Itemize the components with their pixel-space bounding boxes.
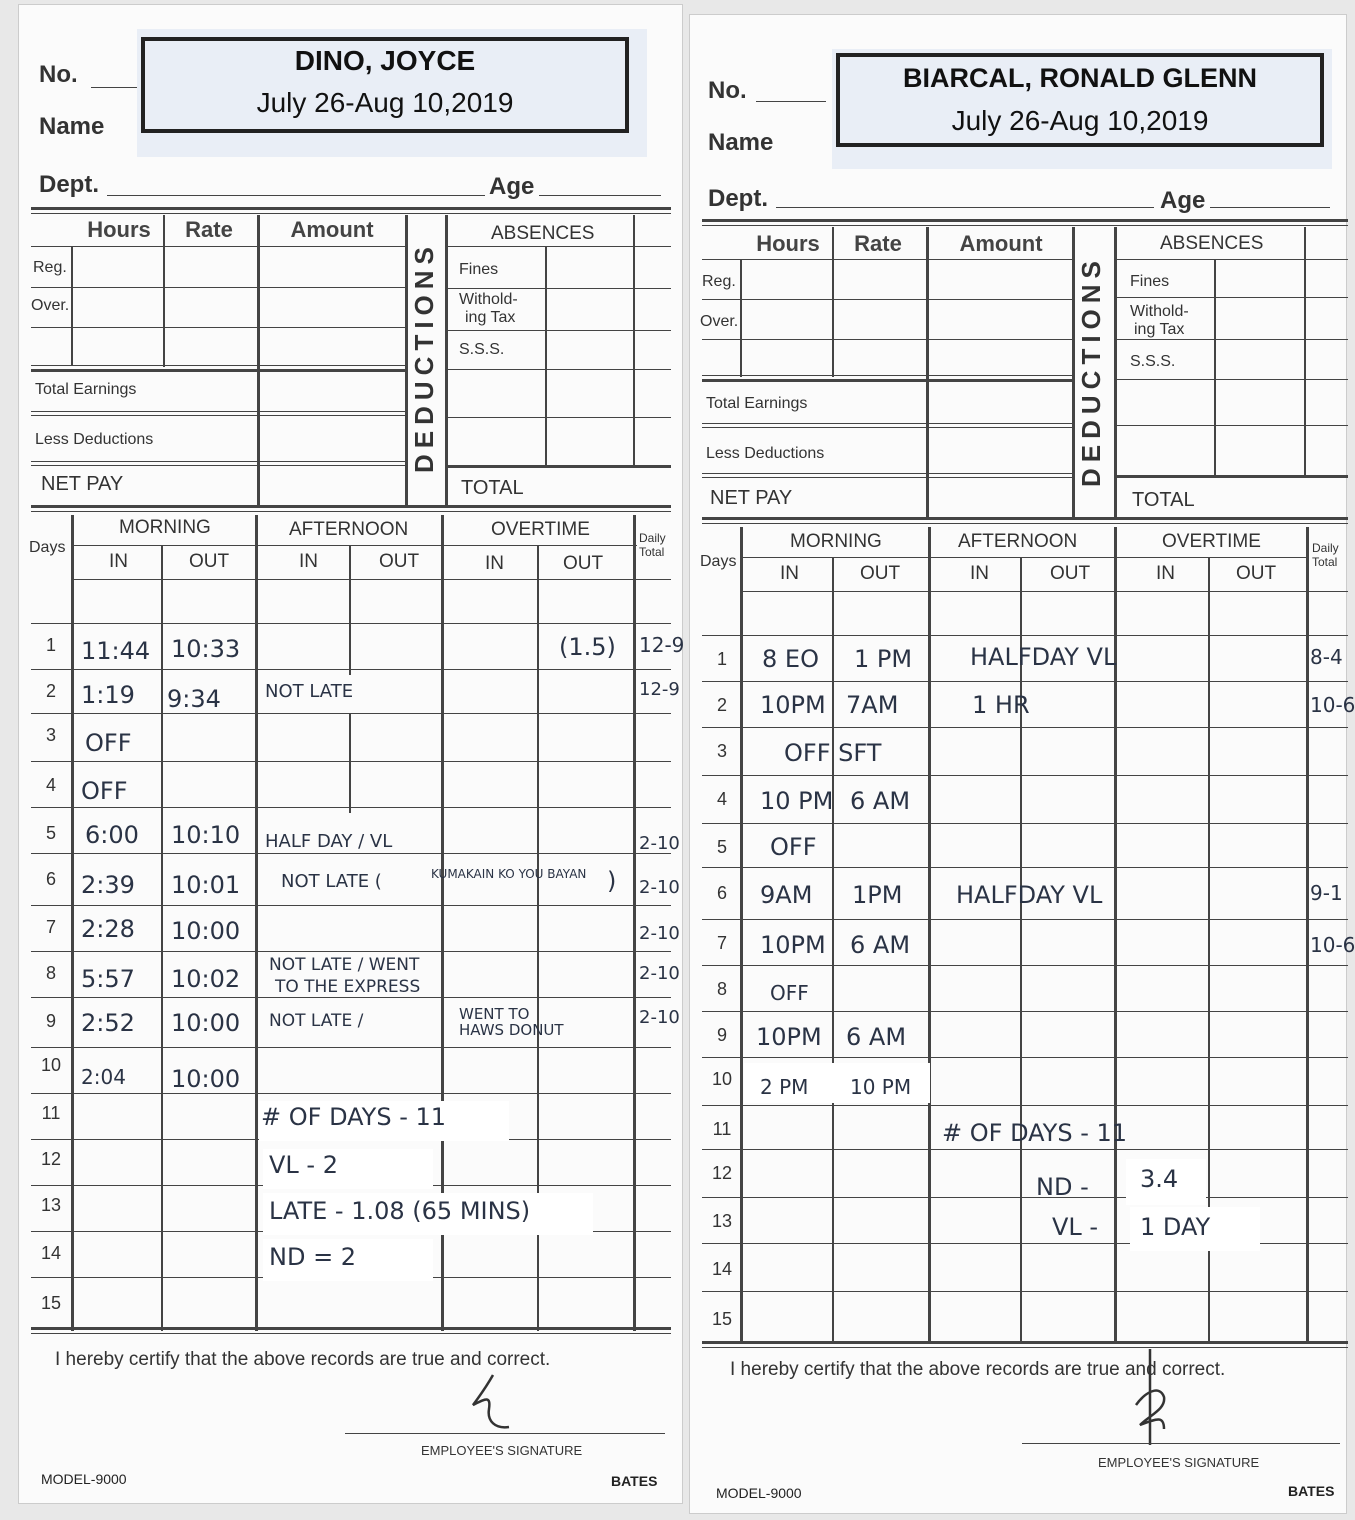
dept-label: Dept. <box>39 171 99 198</box>
day-number: 10 <box>40 1055 62 1075</box>
timecard-biarcal-ronald-glenn <box>689 14 1355 1514</box>
day-number: 7 <box>716 933 727 953</box>
name-label: Name <box>39 113 105 140</box>
day5-out: 10:10 <box>171 821 241 849</box>
day-number: 3 <box>716 741 727 761</box>
day-number: 4 <box>45 775 56 795</box>
day4-in: 10 PM <box>760 787 834 815</box>
morning-header: MORNING <box>790 531 882 552</box>
day9-note: NOT LATE / <box>269 1011 364 1031</box>
day2-total: 12-9 <box>639 679 680 700</box>
absences-label: ABSENCES <box>1160 233 1264 254</box>
day-number: 6 <box>45 869 56 889</box>
day8-off: OFF <box>770 981 809 1005</box>
day-number: 8 <box>716 979 727 999</box>
day1-total: 8-4 <box>1310 645 1343 669</box>
employee-nameplate <box>137 29 647 157</box>
no-label: No. <box>708 77 747 104</box>
day1-total: 12-9 <box>639 633 685 657</box>
certification-statement: I hereby certify that the above records are true and correct. <box>55 1349 551 1370</box>
morning-in-header: IN <box>109 551 128 572</box>
day10-out: 10 PM <box>850 1075 912 1099</box>
timecard-dino-joyce <box>18 4 683 1504</box>
certification-statement: I hereby certify that the above records are true and correct. <box>730 1359 1226 1380</box>
name-label: Name <box>708 129 774 156</box>
day6-note-small: KUMAKAIN KO YOU BAYAN <box>431 867 587 881</box>
day3-off: OFF <box>85 729 132 757</box>
hours-header: Hours <box>87 217 151 242</box>
day2-note: 1 HR <box>972 691 1030 719</box>
day1-out: 10:33 <box>171 635 241 663</box>
day6-note: NOT LATE ( <box>281 871 382 892</box>
day10-out: 10:00 <box>171 1065 241 1093</box>
day9-note-small: WENT TO <box>459 1005 530 1023</box>
sss-label: S.S.S. <box>459 341 505 358</box>
over-label: Over. <box>700 313 739 330</box>
day-number: 5 <box>716 837 727 857</box>
withholding-label-2: ing Tax <box>1134 321 1185 338</box>
model-number: MODEL-9000 <box>41 1471 127 1487</box>
summary-days: # OF DAYS - 11 <box>261 1103 447 1131</box>
day5-total: 2-10 <box>639 833 680 854</box>
age-label: Age <box>489 173 535 200</box>
day6-out: 10:01 <box>171 871 241 899</box>
day-number: 15 <box>711 1309 733 1329</box>
day-number: 10 <box>711 1069 733 1089</box>
day9-out: 6 AM <box>846 1023 907 1051</box>
days-header: Days <box>700 553 737 570</box>
day-number: 7 <box>45 917 56 937</box>
morning-out-header: OUT <box>189 551 230 572</box>
less-deductions-label: Less Deductions <box>706 445 825 462</box>
overtime-out-header: OUT <box>563 553 604 574</box>
day7-total: 2-10 <box>639 923 680 944</box>
age-label: Age <box>1160 187 1206 214</box>
day1-in: 11:44 <box>81 637 151 665</box>
overtime-in-header: IN <box>485 553 504 574</box>
afternoon-out-header: OUT <box>379 551 420 572</box>
signature-label: EMPLOYEE'S SIGNATURE <box>421 1443 583 1458</box>
day7-in: 2:28 <box>81 915 135 943</box>
day-number: 8 <box>45 963 56 983</box>
sss-label: S.S.S. <box>1130 353 1176 370</box>
day2-note: NOT LATE <box>265 681 354 702</box>
day-number: 9 <box>716 1025 727 1045</box>
daily-total-header-2: Total <box>1312 555 1338 569</box>
day-number: 15 <box>40 1293 62 1313</box>
net-pay-label: NET PAY <box>41 473 124 495</box>
dept-label: Dept. <box>708 185 768 212</box>
day9-out: 10:00 <box>171 1009 241 1037</box>
day8-note: NOT LATE / WENT <box>269 955 420 975</box>
day10-in: 2:04 <box>81 1065 126 1089</box>
summary-vl: VL - 2 <box>269 1151 338 1179</box>
day8-in: 5:57 <box>81 965 135 993</box>
pay-period: July 26-Aug 10,2019 <box>951 105 1209 136</box>
day-number: 4 <box>716 789 727 809</box>
day9-in: 2:52 <box>81 1009 135 1037</box>
day7-total: 10-6 <box>1310 933 1355 957</box>
summary-days: # OF DAYS - 11 <box>942 1119 1128 1147</box>
day7-out: 10:00 <box>171 917 241 945</box>
daily-total-header: Daily <box>1312 541 1339 555</box>
day7-in: 10PM <box>760 931 826 959</box>
daily-total-header-2: Total <box>639 545 665 559</box>
summary-late: LATE - 1.08 (65 MINS) <box>269 1197 531 1225</box>
total-label: TOTAL <box>461 477 524 499</box>
day-number: 13 <box>711 1211 733 1231</box>
days-header: Days <box>29 539 66 556</box>
morning-in-header: IN <box>780 563 799 584</box>
overtime-out-header: OUT <box>1236 563 1277 584</box>
day-number: 13 <box>40 1195 62 1215</box>
day6-out: 1PM <box>852 881 903 909</box>
overtime-in-header: IN <box>1156 563 1175 584</box>
day6-total: 9-1 <box>1310 881 1343 905</box>
day7-out: 6 AM <box>850 931 911 959</box>
net-pay-label: NET PAY <box>710 487 793 509</box>
day1-note: HALFDAY VL <box>970 643 1117 671</box>
day-number: 14 <box>711 1259 733 1279</box>
day-number: 2 <box>716 695 727 715</box>
employee-signature <box>455 1369 525 1439</box>
over-label: Over. <box>31 297 70 314</box>
afternoon-out-header: OUT <box>1050 563 1091 584</box>
day2-out: 7AM <box>846 691 899 719</box>
afternoon-in-header: IN <box>970 563 989 584</box>
no-label: No. <box>39 61 78 88</box>
day10-in: 2 PM <box>760 1075 809 1099</box>
day-number: 1 <box>716 649 727 669</box>
day2-in: 1:19 <box>81 681 135 709</box>
day-number: 2 <box>45 681 56 701</box>
total-earnings-label: Total Earnings <box>706 395 808 412</box>
day-number: 3 <box>45 725 56 745</box>
day8-note-2: TO THE EXPRESS <box>275 977 421 997</box>
overtime-header: OVERTIME <box>1162 531 1261 552</box>
amount-header: Amount <box>290 217 374 242</box>
morning-out-header: OUT <box>860 563 901 584</box>
employee-signature <box>1120 1345 1180 1455</box>
deductions-label: DEDUCTIONS <box>1076 255 1106 487</box>
day6-in: 2:39 <box>81 871 135 899</box>
model-number: MODEL-9000 <box>716 1485 802 1501</box>
day6-in: 9AM <box>760 881 813 909</box>
day6-note-close: ) <box>607 867 617 895</box>
signature-label: EMPLOYEE'S SIGNATURE <box>1098 1455 1260 1470</box>
summary-nd: ND = 2 <box>269 1243 357 1271</box>
afternoon-header: AFTERNOON <box>289 519 409 540</box>
rate-header: Rate <box>854 231 902 256</box>
employee-name: BIARCAL, RONALD GLENN <box>903 63 1257 93</box>
day6-total: 2-10 <box>639 877 680 898</box>
amount-header: Amount <box>959 231 1043 256</box>
day-number: 12 <box>40 1149 62 1169</box>
day9-in: 10PM <box>756 1023 822 1051</box>
withholding-label: Withold- <box>459 291 518 308</box>
summary-vl-label: VL - <box>1052 1213 1099 1241</box>
employee-nameplate <box>832 49 1332 169</box>
day-number: 5 <box>45 823 56 843</box>
afternoon-in-header: IN <box>299 551 318 572</box>
day6-note: HALFDAY VL <box>956 881 1103 909</box>
day9-total: 2-10 <box>639 1007 680 1028</box>
reg-label: Reg. <box>702 273 736 290</box>
day2-out: 9:34 <box>167 685 221 713</box>
day-number: 9 <box>45 1011 56 1031</box>
day-number: 1 <box>45 635 56 655</box>
total-earnings-label: Total Earnings <box>35 381 137 398</box>
day4-off: OFF <box>81 777 128 805</box>
afternoon-header: AFTERNOON <box>958 531 1078 552</box>
withholding-label-2: ing Tax <box>465 309 516 326</box>
rate-header: Rate <box>185 217 233 242</box>
fines-label: Fines <box>459 261 499 278</box>
day3-off: OFF SFT <box>784 739 882 767</box>
day-number: 14 <box>40 1243 62 1263</box>
day8-out: 10:02 <box>171 965 241 993</box>
day-number: 11 <box>41 1103 61 1123</box>
day9-note-small-2: HAWS DONUT <box>459 1021 564 1039</box>
brand-label: BATES <box>1288 1483 1335 1499</box>
withholding-label: Withold- <box>1130 303 1189 320</box>
day5-in: 6:00 <box>85 821 139 849</box>
day-number: 6 <box>716 883 727 903</box>
employee-name: DINO, JOYCE <box>294 45 476 76</box>
day2-in: 10PM <box>760 691 826 719</box>
morning-header: MORNING <box>119 517 211 538</box>
less-deductions-label: Less Deductions <box>35 431 154 448</box>
day4-out: 6 AM <box>850 787 911 815</box>
summary-nd-value: 3.4 <box>1140 1165 1179 1193</box>
day2-total: 10-6 <box>1310 693 1355 717</box>
day1-in: 8 EO <box>762 645 819 673</box>
day1-out: 1 PM <box>854 645 913 673</box>
day8-total: 2-10 <box>639 963 680 984</box>
reg-label: Reg. <box>33 259 67 276</box>
absences-label: ABSENCES <box>491 223 595 244</box>
pay-period: July 26-Aug 10,2019 <box>256 87 514 118</box>
daily-total-header: Daily <box>639 531 666 545</box>
overtime-header: OVERTIME <box>491 519 590 540</box>
day1-overtime: (1.5) <box>559 633 616 661</box>
day-number: 12 <box>711 1163 733 1183</box>
total-label: TOTAL <box>1132 489 1195 511</box>
hours-header: Hours <box>756 231 820 256</box>
deductions-label: DEDUCTIONS <box>409 241 439 473</box>
brand-label: BATES <box>611 1473 658 1489</box>
day5-note: HALF DAY / VL <box>265 831 393 852</box>
summary-nd-label: ND - <box>1036 1173 1089 1201</box>
day-number: 11 <box>712 1119 732 1139</box>
day5-off: OFF <box>770 833 817 861</box>
fines-label: Fines <box>1130 273 1170 290</box>
summary-vl-value: 1 DAY <box>1140 1213 1211 1241</box>
